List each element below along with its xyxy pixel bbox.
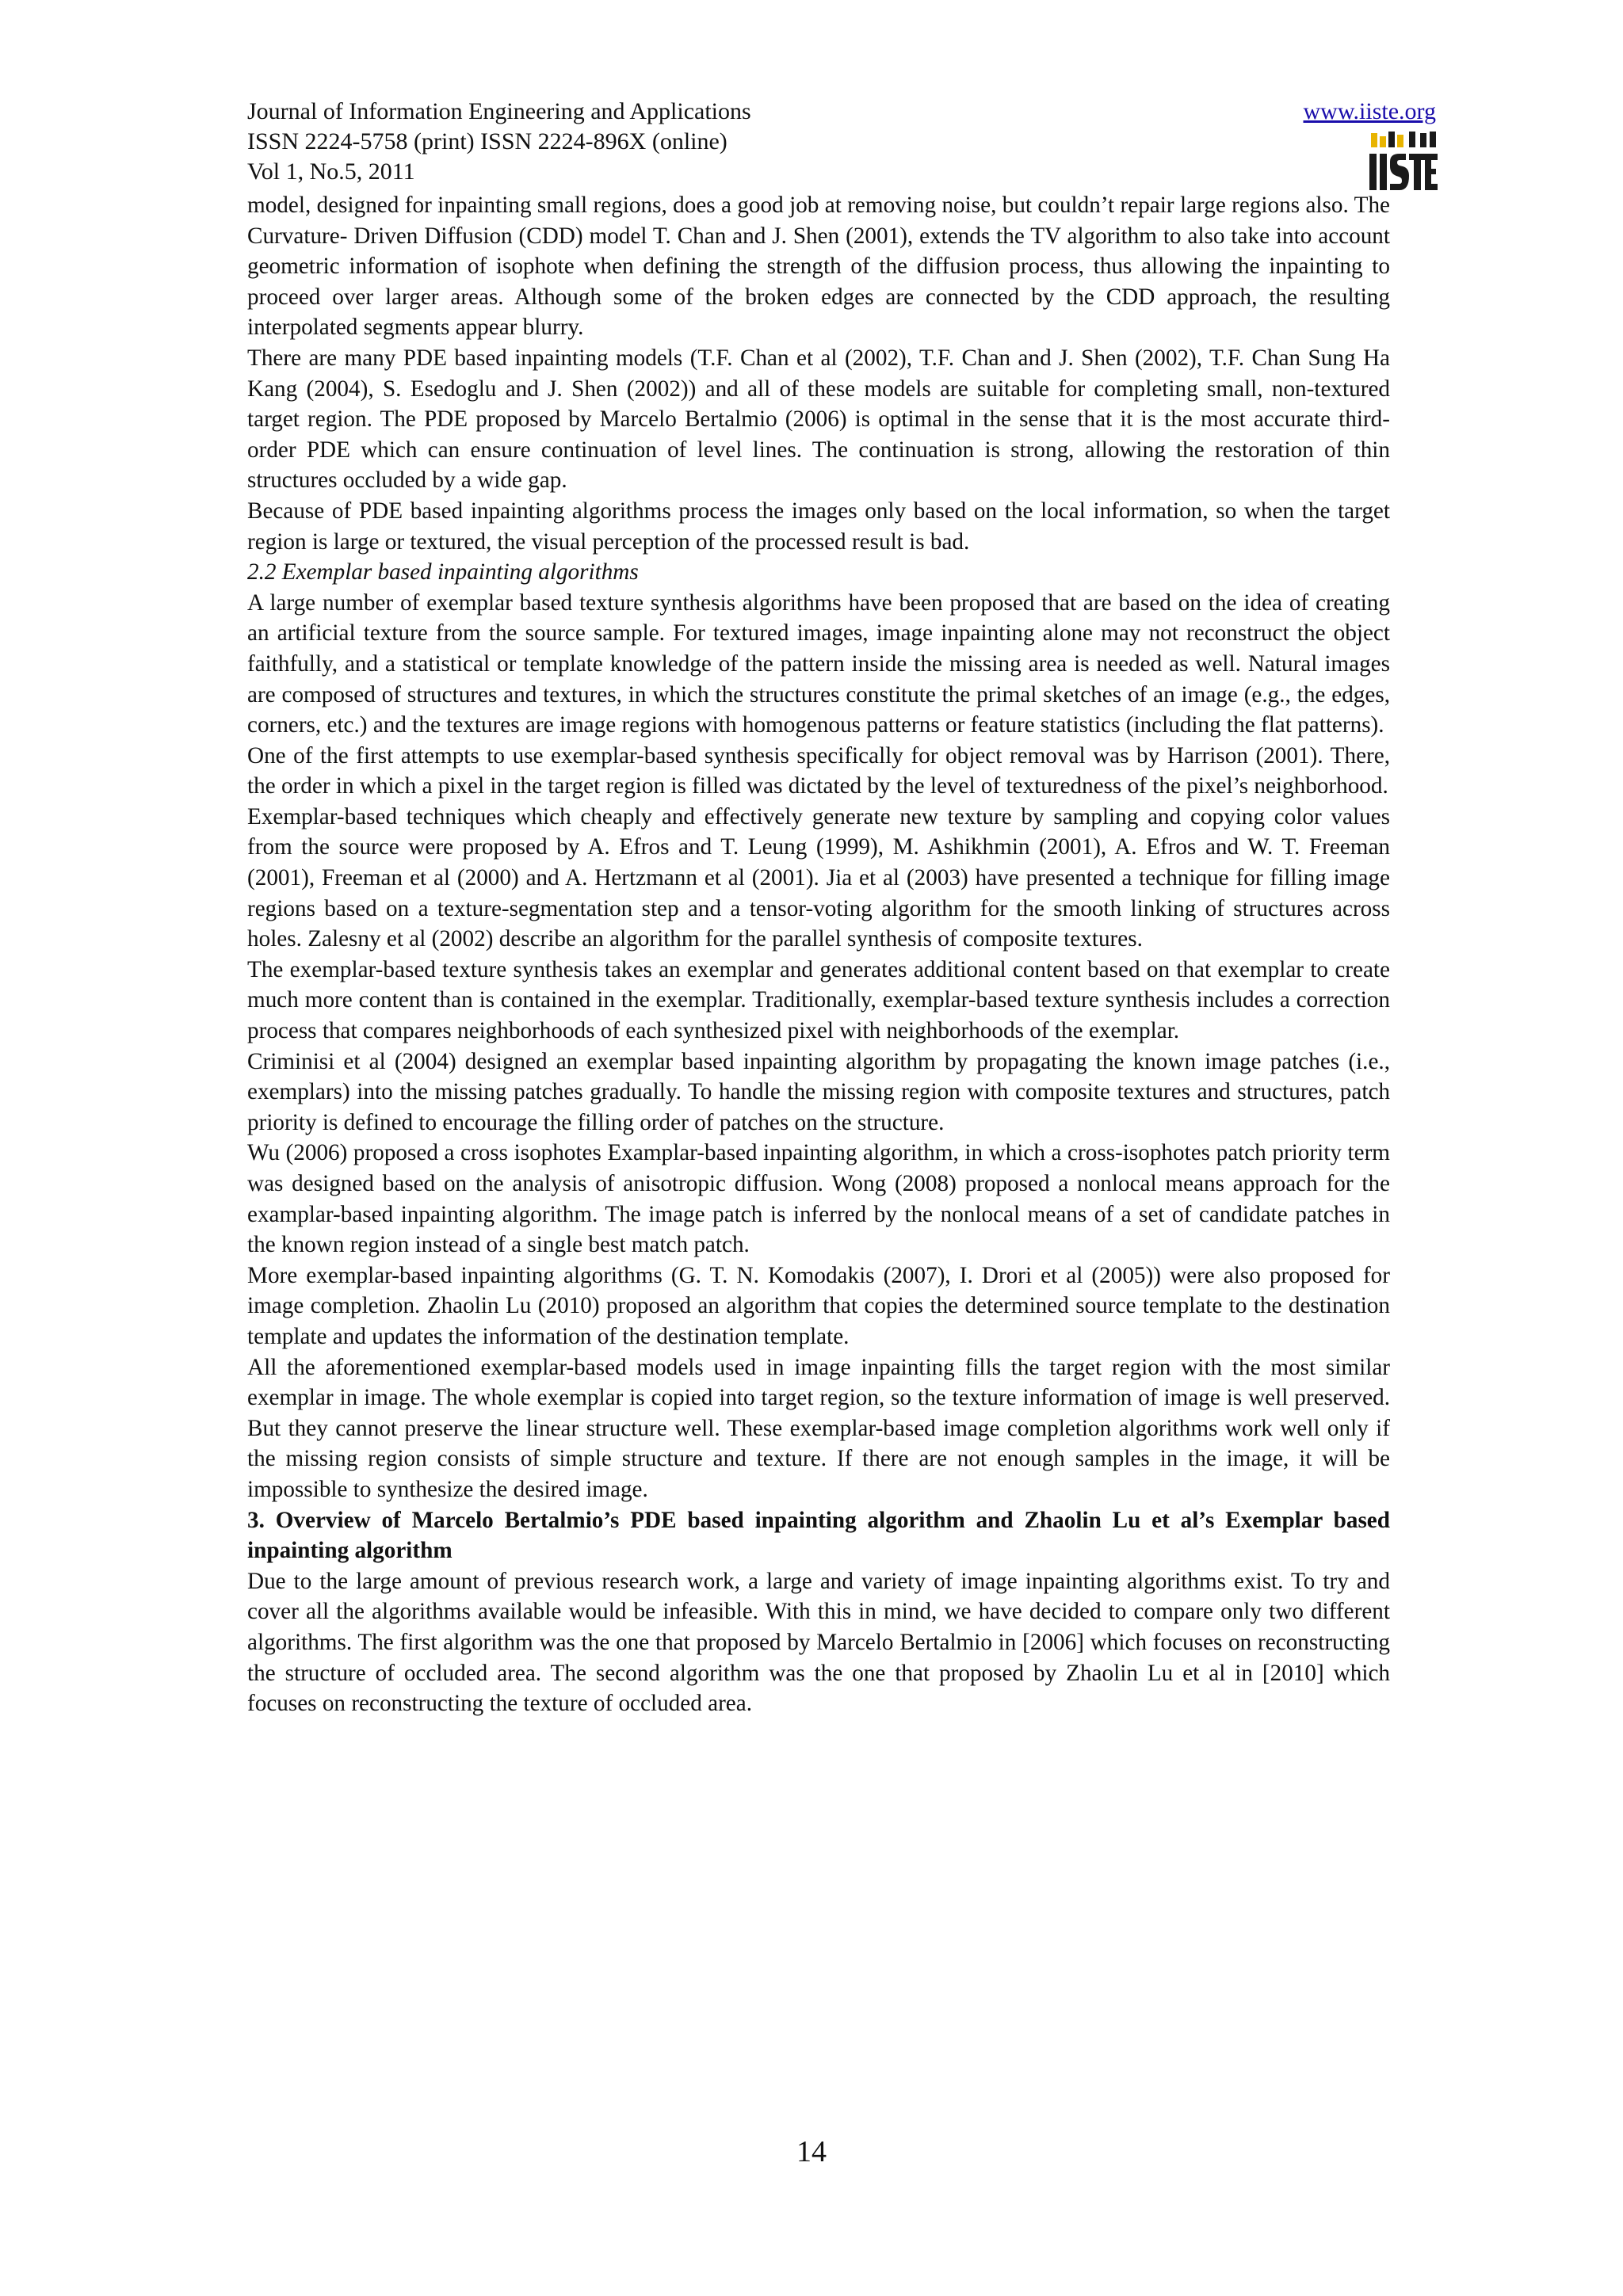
iiste-logo-icon — [1368, 130, 1439, 196]
paragraph: One of the first attempts to use exemplar-based synthesis specifically for object removal was by Harrison (2001). There, the order in which a pixel in the target region is filled was dictated by the level of texturedness of the pixel’s neighborhood. — [247, 742, 1390, 799]
paragraph: model, designed for inpainting small regions, does a good job at removing noise, but couldn’t repair large regions also. The Curvature- Driven Diffusion (CDD) model T. Chan and J. Shen (2001), extends the TV algorithm to also take into account geometric information of isophote when defining the strength of the diffusion process, thus allowing the inpainting to proceed over larger areas. Although some of the broken edges are connected by the CDD approach, the resulting interpolated segments appear blurry. — [247, 193, 1390, 341]
paragraph: All the aforementioned exemplar-based models used in image inpainting fills the target region with the most similar exemplar in image. The whole exemplar is copied into target region, so the texture information of image is well preserved. But they cannot preserve the linear structure well. These exemplar-based image completion algorithms work well only if the missing region consists of simple structure and texture. If there are not enough samples in the image, it will be impossible to synthesize the desired image. — [247, 1354, 1390, 1502]
section-heading: 3. Overview of Marcelo Bertalmio’s PDE based inpainting algorithm and Zhaolin Lu et al’s Exemplar based inpainting algorithm — [247, 1507, 1390, 1564]
paragraph: Because of PDE based inpainting algorithms process the images only based on the local information, so when the target region is large or textured, the visual perception of the processed result is bad. — [247, 498, 1390, 555]
subsection-heading: 2.2 Exemplar based inpainting algorithms — [247, 559, 639, 585]
paragraph: More exemplar-based inpainting algorithms (G. T. N. Komodakis (2007), I. Drori et al (2005)) were also proposed for image completion. Zhaolin Lu (2010) proposed an algorithm that copies the determined source template to the destination template and updates the information of the destination template. — [247, 1262, 1390, 1349]
journal-header — [247, 97, 1436, 187]
journal-issn: ISSN 2224-5758 (print) ISSN 2224-896X (online) — [247, 128, 727, 154]
journal-volume: Vol 1, No.5, 2011 — [247, 158, 415, 185]
page-number: 14 — [796, 2135, 827, 2168]
article-body — [247, 190, 1390, 1719]
paragraph: There are many PDE based inpainting models (T.F. Chan et al (2002), T.F. Chan and J. Shen (2002), T.F. Chan Sung Ha Kang (2004), S. Esedoglu and J. Shen (2002)) and all of these models are suitable for completing small, non-textured target region. The PDE proposed by Marcelo Bertalmio (2006) is optimal in the sense that it is the most accurate third-order PDE which can ensure continuation of level lines. The continuation is strong, allowing the restoration of thin structures occluded by a wide gap. — [247, 345, 1390, 494]
paragraph: Due to the large amount of previous research work, a large and variety of image inpainting algorithms exist. To try and cover all the algorithms available would be infeasible. With this in mind, we have decided to compare only two different algorithms. The first algorithm was the one that proposed by Marcelo Bertalmio in [2006] which focuses on reconstructing the structure of occluded area. The second algorithm was the one that proposed by Zhaolin Lu et al in [2010] which focuses on reconstructing the texture of occluded area. — [247, 1568, 1390, 1717]
paragraph: Criminisi et al (2004) designed an exemplar based inpainting algorithm by propagating the known image patches (i.e., exemplars) into the missing patches gradually. To handle the missing region with composite textures and structures, patch priority is defined to encourage the filling order of patches on the structure. — [247, 1048, 1390, 1135]
journal-website-link[interactable]: www.iiste.org — [1303, 98, 1436, 124]
paragraph: Exemplar-based techniques which cheaply and effectively generate new texture by sampling and copying color values from the source were proposed by A. Efros and T. Leung (1999), M. Ashikhmin (2001), A. Efros and W. T. Freeman (2001), Freeman et al (2000) and A. Hertzmann et al (2001). Jia et al (2003) have presented a technique for filling image regions based on a texture-segmentation step and a tensor-voting algorithm for the smooth linking of structures across holes. Zalesny et al (2002) describe an algorithm for the parallel synthesis of composite textures. — [247, 803, 1390, 952]
paragraph: A large number of exemplar based texture synthesis algorithms have been proposed that are based on the idea of creating an artificial texture from the source sample. For textured images, image inpainting alone may not reconstruct the object faithfully, and a statistical or template knowledge of the pattern inside the missing area is needed as well. Natural images are composed of structures and textures, in which the structures constitute the primal sketches of an image (e.g., the edges, corners, etc.) and the textures are image regions with homogenous patterns or feature statistics (including the flat patterns). — [247, 589, 1390, 738]
paragraph: Wu (2006) proposed a cross isophotes Examplar-based inpainting algorithm, in which a cross-isophotes patch priority term was designed based on the analysis of anisotropic diffusion. Wong (2008) proposed a nonlocal means approach for the examplar-based inpainting algorithm. The image patch is inferred by the nonlocal means of a set of candidate patches in the known region instead of a single best match patch. — [247, 1140, 1390, 1258]
paragraph: The exemplar-based texture synthesis takes an exemplar and generates additional content based on that exemplar to create much more content than is contained in the exemplar. Traditionally, exemplar-based texture synthesis includes a correction process that compares neighborhoods of each synthesized pixel with neighborhoods of the exemplar. — [247, 956, 1390, 1044]
journal-title: Journal of Information Engineering and Applications — [247, 98, 751, 124]
